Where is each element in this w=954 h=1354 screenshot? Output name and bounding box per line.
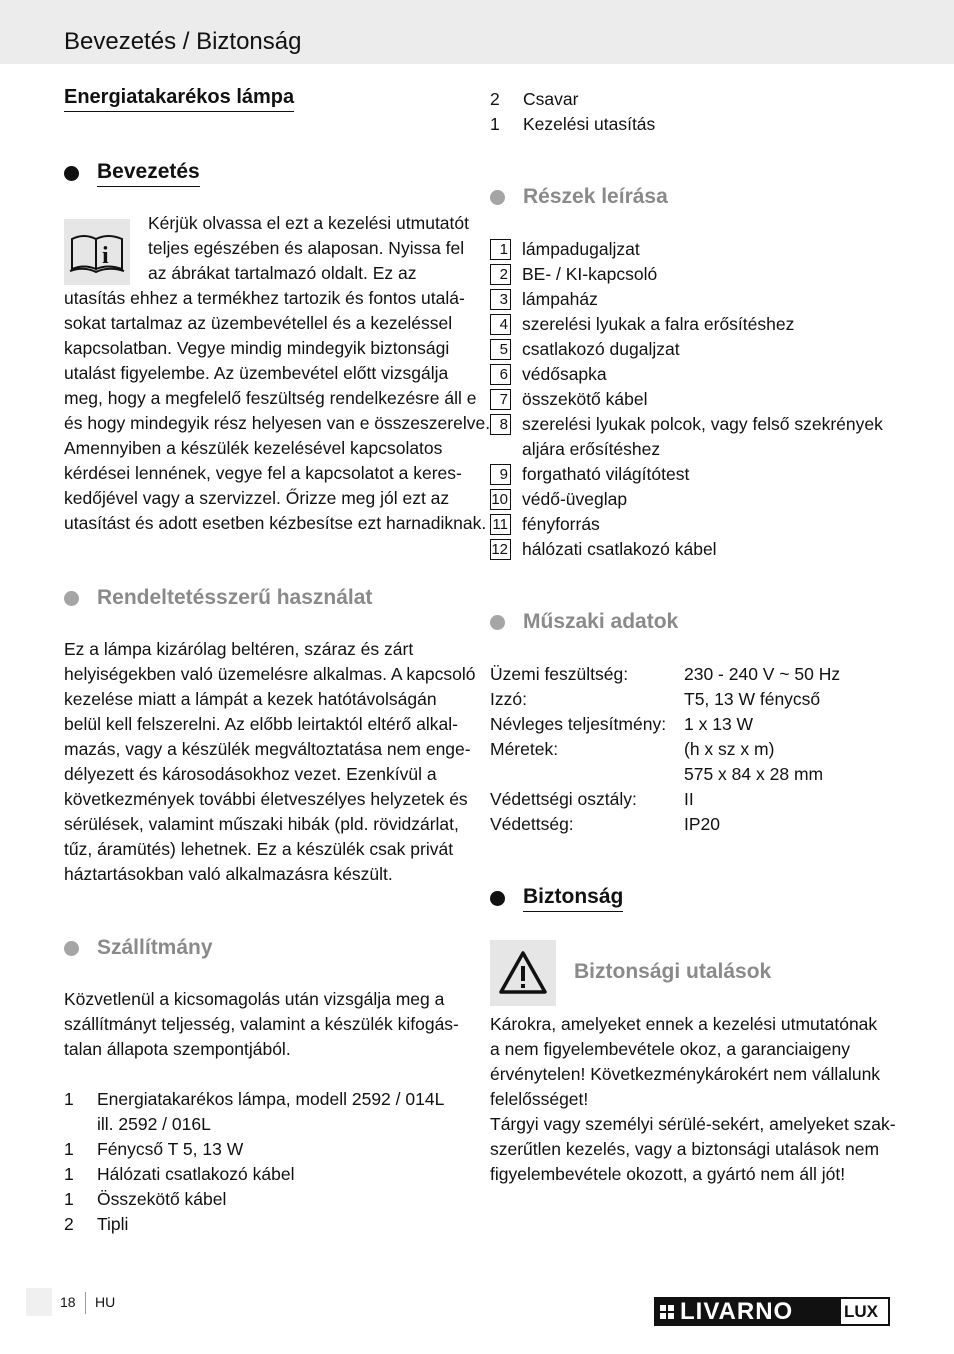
tech-value: IP20	[684, 814, 720, 834]
section-heading-text: Műszaki adatok	[523, 610, 679, 633]
list-item	[490, 512, 910, 537]
item-text: Tipli	[97, 1214, 129, 1234]
list-item	[64, 1212, 464, 1237]
safety-paragraph	[490, 1012, 900, 1192]
tech-value: 575 x 84 x 28 mm	[684, 764, 824, 784]
list-item	[490, 437, 910, 462]
list-item	[490, 237, 910, 262]
text-line: felelősséget!	[490, 1089, 589, 1109]
part-number: 9	[490, 464, 511, 485]
part-text: összekötő kábel	[522, 389, 648, 409]
tech-label: Védettség:	[490, 814, 574, 834]
page-header	[0, 0, 954, 64]
text-line: kedőjével vagy a szervizzel. Őrizze meg jól ezt az	[64, 488, 450, 508]
part-number: 3	[490, 289, 511, 310]
bullet-icon	[64, 591, 79, 606]
tech-value: 230 - 240 V ~ 50 Hz	[684, 664, 841, 684]
list-item	[64, 1162, 464, 1187]
bullet-icon	[64, 166, 79, 181]
text-line: és hogy mindegyik rész helyesen van e összeszerelve.	[64, 413, 491, 433]
bullet-icon	[64, 941, 79, 956]
tech-label: Védettségi osztály:	[490, 789, 637, 809]
part-text: csatlakozó dugaljzat	[522, 339, 680, 359]
text-line: következmények további életveszélyes helyzetek és	[64, 789, 468, 809]
table-row	[490, 787, 910, 812]
text-line: teljes egészében és alaposan. Nyissa fel	[148, 238, 465, 258]
bullet-icon	[490, 891, 505, 906]
warning-icon	[490, 940, 556, 1006]
footer-divider	[85, 1292, 86, 1314]
text-line: Kérjük olvassa el ezt a kezelési utmutatót	[148, 213, 469, 233]
text-line: szerűtlen kezelés, vagy a biztonsági utalások nem	[490, 1139, 880, 1159]
item-text: Hálózati csatlakozó kábel	[97, 1164, 295, 1184]
text-line: utalást figyelembe. Az üzembevétel előtt vizsgálja	[64, 363, 449, 383]
text-line: mazás, vagy a készülék megváltoztatása nem enge-	[64, 739, 471, 759]
part-text: BE- / KI-kapcsoló	[522, 264, 658, 284]
text-line: Közvetlenül a kicsomagolás után vizsgálja meg a	[64, 989, 445, 1009]
list-item	[490, 412, 910, 437]
part-text: szerelési lyukak a falra erősítéshez	[522, 314, 795, 334]
item-text: Kezelési utasítás	[523, 114, 656, 134]
table-row	[490, 737, 910, 762]
list-item	[490, 262, 910, 287]
text-line: belül kell felszerelni. Az előbb leirtaktól eltérő alkal-	[64, 714, 458, 734]
tech-label: Méretek:	[490, 739, 559, 759]
list-item	[64, 1187, 464, 1212]
list-item	[490, 112, 890, 137]
language-code: HU	[95, 1294, 116, 1310]
safety-subheading: Biztonsági utalások	[574, 960, 772, 983]
logo-lux-text: LUX	[839, 1297, 890, 1326]
tech-label: Izzó:	[490, 689, 527, 709]
part-number: 11	[490, 514, 511, 535]
list-item	[490, 387, 910, 412]
table-row	[490, 662, 910, 687]
text-line: utasítás ehhez a termékhez tartozik és fontos utalá-	[64, 288, 465, 308]
item-text: Csavar	[523, 89, 579, 109]
text-line: Tárgyi vagy személyi sérülé-sekért, amelyeket szak-	[490, 1114, 896, 1134]
page-header-title: Bevezetés / Biztonság	[64, 28, 302, 55]
part-text: lámpadugaljzat	[522, 239, 640, 259]
text-line: Amennyiben a készülék kezelésével kapcsolatos	[64, 438, 443, 458]
text-line: délyezett és károsodásokhoz vezet. Ezenkívül a	[64, 764, 437, 784]
section-heading-parts	[490, 185, 668, 209]
list-item	[490, 87, 890, 112]
list-item	[490, 537, 910, 562]
tech-value: II	[684, 789, 694, 809]
svg-text:i: i	[102, 243, 109, 269]
text-line: talan állapota szempontjából.	[64, 1039, 291, 1059]
list-item	[64, 1112, 464, 1137]
item-qty: 1	[64, 1164, 74, 1184]
list-item	[490, 287, 910, 312]
list-item	[490, 312, 910, 337]
part-text: hálózati csatlakozó kábel	[522, 539, 717, 559]
part-number: 1	[490, 239, 511, 260]
delivery-paragraph	[64, 987, 464, 1067]
text-line: sokat tartalmaz az üzembevétellel és a kezeléssel	[64, 313, 453, 333]
text-line: helyiségekben való üzemelésre alkalmas. A kapcsoló	[64, 664, 476, 684]
text-line: kapcsolatban. Vegye mindig mindegyik biztonsági	[64, 338, 450, 358]
tech-value: T5, 13 W fénycső	[684, 689, 821, 709]
item-text: Összekötő kábel	[97, 1189, 227, 1209]
list-item	[64, 1087, 464, 1112]
text-line: Ez a lámpa kizárólag beltéren, száraz és zárt	[64, 639, 414, 659]
text-line: a nem figyelembevétele okoz, a garanciaigeny	[490, 1039, 850, 1059]
part-number: 10	[490, 489, 511, 510]
section-heading-text: Részek leírása	[523, 185, 668, 208]
text-line: háztartásokban való alkalmazásra készült.	[64, 864, 393, 884]
table-row	[490, 712, 910, 737]
list-item	[490, 487, 910, 512]
main-title: Energiatakarékos lámpa	[64, 86, 294, 112]
bullet-icon	[490, 615, 505, 630]
brand-logo	[654, 1297, 890, 1326]
part-number: 7	[490, 389, 511, 410]
list-item	[64, 1137, 464, 1162]
usage-paragraph	[64, 637, 476, 892]
text-line: utasítást és adott esetben kézbesítse ezt harnadiknak.	[64, 513, 487, 533]
section-heading-usage	[64, 586, 372, 610]
footer-tab	[26, 1288, 52, 1316]
delivery-list-continued	[490, 87, 890, 137]
text-line: tűz, áramütés) lehetnek. Ez a készülék csak privát	[64, 839, 454, 859]
section-heading-text: Biztonság	[523, 885, 623, 912]
item-qty: 1	[64, 1139, 74, 1159]
part-text: védősapka	[522, 364, 607, 384]
table-row	[490, 762, 910, 787]
text-line: kérdései lennének, vegye fel a kapcsolatot a keres-	[64, 463, 462, 483]
delivery-list	[64, 1087, 464, 1242]
text-line: meg, hogy a megfelelő feszültség rendelkezésre áll e	[64, 388, 477, 408]
part-text: aljára erősítéshez	[522, 439, 661, 459]
section-heading-safety	[490, 885, 623, 912]
item-text: Fénycső T 5, 13 W	[97, 1139, 244, 1159]
part-text: forgatható világítótest	[522, 464, 690, 484]
item-text: ill. 2592 / 016L	[97, 1114, 211, 1134]
part-number: 5	[490, 339, 511, 360]
part-number: 4	[490, 314, 511, 335]
intro-paragraph	[64, 211, 491, 541]
section-heading-text: Szállítmány	[97, 936, 213, 959]
part-number: 12	[490, 539, 511, 560]
logo-squares-icon	[660, 1305, 674, 1319]
list-item	[490, 462, 910, 487]
section-heading-text: Rendeltetésszerű használat	[97, 586, 373, 609]
section-heading-intro	[64, 160, 200, 187]
tech-value: (h x sz x m)	[684, 739, 775, 759]
part-text: védő-üveglap	[522, 489, 628, 509]
section-heading-delivery	[64, 936, 213, 960]
part-text: lámpaház	[522, 289, 598, 309]
text-line: érvénytelen! Következménykárokért nem vállalunk	[490, 1064, 881, 1084]
item-text: Energiatakarékos lámpa, modell 2592 / 014L	[97, 1089, 445, 1109]
text-line: kezelése miatt a lámpát a kezek hatótávolságán	[64, 689, 437, 709]
item-qty: 1	[490, 114, 500, 134]
text-line: szállítmányt teljesség, valamint a készülék kifogás-	[64, 1014, 459, 1034]
item-qty: 2	[490, 89, 500, 109]
parts-list	[490, 237, 910, 567]
list-item	[490, 362, 910, 387]
part-number: 6	[490, 364, 511, 385]
table-row	[490, 812, 910, 837]
part-number: 8	[490, 414, 511, 435]
logo-text: LIVARNO	[680, 1297, 794, 1325]
part-text: szerelési lyukak polcok, vagy felső szekrények	[522, 414, 883, 434]
part-text: fényforrás	[522, 514, 600, 534]
text-line: Károkra, amelyeket ennek a kezelési utmutatónak	[490, 1014, 878, 1034]
tech-data-table	[490, 662, 910, 842]
section-heading-text: Bevezetés	[97, 160, 200, 187]
item-qty: 1	[64, 1189, 74, 1209]
part-number: 2	[490, 264, 511, 285]
bullet-icon	[490, 190, 505, 205]
item-qty: 1	[64, 1089, 74, 1109]
page-number: 18	[60, 1294, 76, 1310]
text-line: figyelembevétele okozott, a gyártó nem áll jót!	[490, 1164, 846, 1184]
table-row	[490, 687, 910, 712]
item-qty: 2	[64, 1214, 74, 1234]
text-line: az ábrákat tartalmazó oldalt. Ez az	[148, 263, 417, 283]
list-item	[490, 337, 910, 362]
section-heading-tech	[490, 610, 678, 634]
text-line: sérülések, valamint műszaki hibák (pld. rövidzárlat,	[64, 814, 459, 834]
tech-label: Névleges teljesítmény:	[490, 714, 667, 734]
tech-value: 1 x 13 W	[684, 714, 754, 734]
tech-label: Üzemi feszültség:	[490, 664, 629, 684]
